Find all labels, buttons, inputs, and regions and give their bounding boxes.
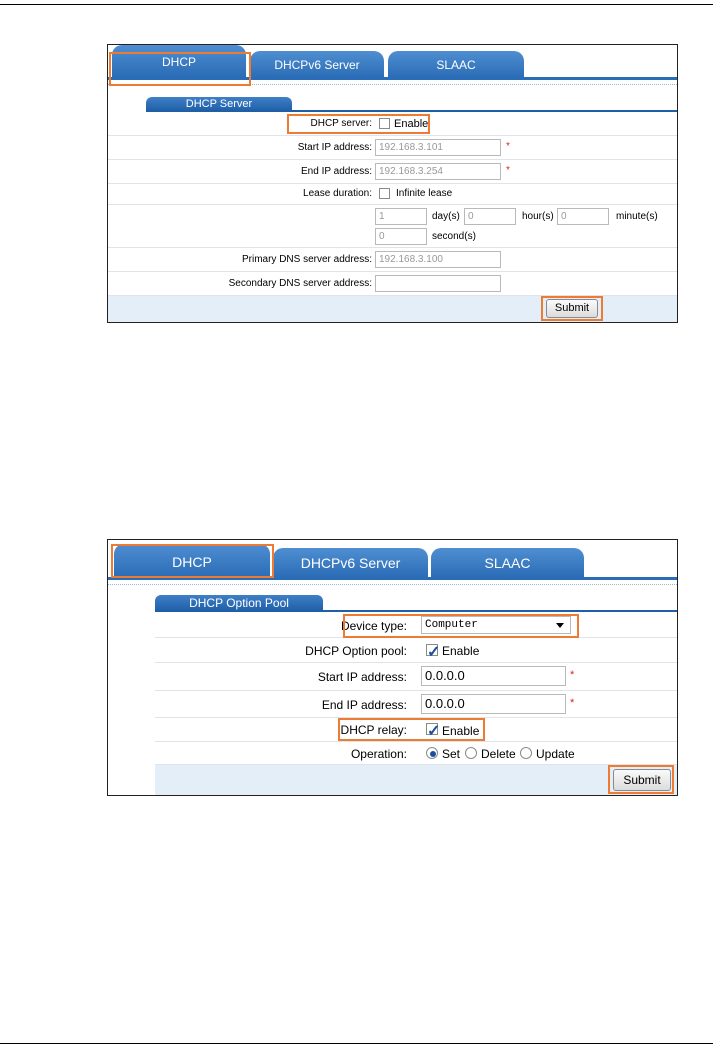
section-title: DHCP Server [185, 98, 253, 110]
dhcp-server-label: DHCP server: [310, 118, 372, 129]
operation-label: Operation: [350, 747, 407, 761]
end-ip-input[interactable]: 0.0.0.0 [421, 694, 566, 714]
highlight-submit [608, 765, 674, 794]
submit-button[interactable]: Submit [546, 299, 598, 318]
required-mark: * [570, 697, 575, 709]
highlight-submit [541, 296, 603, 321]
tab-label: DHCP [161, 55, 196, 69]
row-end-ip [108, 160, 677, 184]
section-underline [146, 110, 677, 112]
operation-delete-radio[interactable] [465, 747, 477, 759]
row-operation [155, 742, 677, 765]
days-unit: day(s) [432, 211, 460, 222]
start-ip-label: Start IP address: [317, 670, 407, 684]
option-pool-label: DHCP Option pool: [305, 644, 407, 658]
highlight-relay [338, 718, 485, 741]
dhcp-server-enable-label: Enable [394, 118, 429, 130]
tab-dhcpv6-server[interactable] [250, 51, 384, 78]
tab-label: SLAAC [484, 555, 531, 571]
device-type-value: Computer [425, 619, 478, 631]
tab-label: DHCP [172, 554, 212, 570]
primary-dns-input[interactable]: 192.168.3.100 [375, 251, 501, 268]
end-ip-label: End IP address: [321, 698, 407, 712]
row-lease [108, 184, 677, 205]
operation-set-label: Set [442, 747, 461, 761]
tab-slaac[interactable] [388, 51, 524, 78]
end-ip-input[interactable]: 192.168.3.254 [375, 163, 501, 180]
row-start-ip [108, 136, 677, 160]
secondary-dns-label: Secondary DNS server address: [228, 278, 372, 289]
row-end-ip [155, 691, 677, 718]
row-lease-values [108, 205, 677, 248]
dhcp-option-pool-screenshot [107, 539, 678, 796]
device-type-label: Device type: [340, 619, 407, 633]
operation-update-label: Update [536, 747, 575, 761]
infinite-lease-checkbox[interactable] [379, 188, 390, 199]
operation-delete-label: Delete [481, 747, 516, 761]
hours-unit: hour(s) [522, 211, 554, 222]
section-title: DHCP Option Pool [189, 596, 289, 610]
submit-button[interactable]: Submit [613, 769, 671, 791]
secondary-dns-input[interactable] [375, 275, 501, 292]
relay-enable-label: Enable [442, 724, 480, 738]
primary-dns-label: Primary DNS server address: [241, 254, 372, 265]
top-rule [0, 4, 713, 5]
highlight-device-type [340, 614, 579, 638]
tab-label: SLAAC [436, 58, 476, 72]
tab-slaac[interactable] [431, 548, 584, 578]
form-footer [155, 765, 677, 795]
section-tab [155, 595, 323, 611]
tab-label: DHCPv6 Server [274, 58, 360, 72]
option-pool-checkbox[interactable] [426, 644, 438, 656]
highlight-dhcp-tab [111, 544, 274, 578]
seconds-unit: second(s) [432, 231, 476, 242]
hours-input[interactable]: 0 [464, 208, 516, 225]
bottom-rule [0, 1043, 713, 1044]
start-ip-label: Start IP address: [297, 142, 372, 153]
section-tab [146, 97, 292, 111]
dotted-separator [108, 584, 677, 585]
operation-set-radio[interactable] [426, 747, 438, 759]
row-option-pool [155, 638, 677, 663]
end-ip-label: End IP address: [301, 166, 372, 177]
row-start-ip [155, 663, 677, 691]
highlight-dhcp-tab [109, 52, 251, 86]
lease-label: Lease duration: [303, 188, 372, 199]
required-mark: * [570, 669, 575, 681]
infinite-lease-label: Infinite lease [396, 188, 453, 199]
option-pool-enable-label: Enable [442, 644, 480, 658]
dhcp-server-screenshot [107, 44, 678, 323]
days-input[interactable]: 1 [375, 208, 427, 225]
row-primary-dns [108, 248, 677, 272]
highlight-dhcp-server [287, 114, 430, 134]
required-mark: * [506, 165, 510, 176]
tab-label: DHCPv6 Server [300, 555, 401, 571]
minutes-input[interactable]: 0 [557, 208, 609, 225]
required-mark: * [506, 141, 510, 152]
row-secondary-dns [108, 272, 677, 296]
section-underline [155, 610, 677, 612]
tab-dhcpv6-server[interactable] [273, 548, 428, 578]
start-ip-input[interactable]: 192.168.3.101 [375, 139, 501, 156]
minutes-unit: minute(s) [616, 211, 658, 222]
seconds-input[interactable]: 0 [375, 228, 427, 245]
relay-label: DHCP relay: [340, 723, 407, 737]
operation-update-radio[interactable] [520, 747, 532, 759]
start-ip-input[interactable]: 0.0.0.0 [421, 666, 566, 686]
